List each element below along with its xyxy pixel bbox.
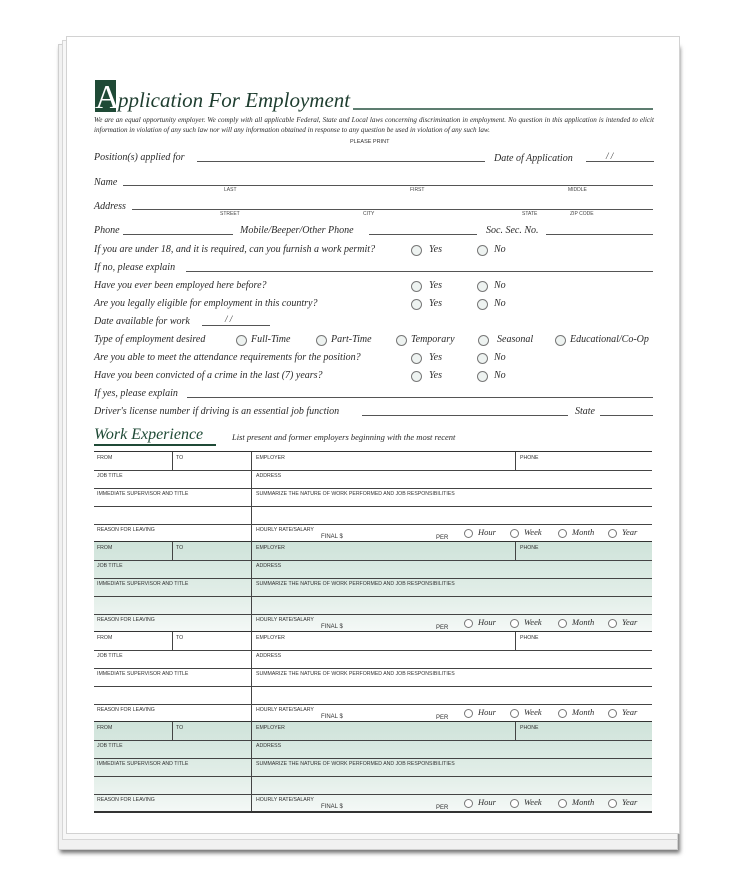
type-educational-label: Educational/Co-Op <box>570 334 649 345</box>
address-field[interactable] <box>132 209 653 210</box>
name-sub-middle: MIDDLE <box>568 187 587 193</box>
row-divider <box>94 614 652 615</box>
employer-block-2 <box>94 541 652 631</box>
employed-before-yes-label: Yes <box>429 280 442 291</box>
reason-for-leaving-field[interactable]: REASON FOR LEAVING <box>97 527 155 533</box>
supervisor-field[interactable]: IMMEDIATE SUPERVISOR AND TITLE <box>97 671 189 677</box>
row-divider <box>94 596 652 597</box>
hourly-rate-field[interactable]: HOURLY RATE/SALARY <box>256 707 314 713</box>
row-divider <box>94 650 652 651</box>
employer-block-4 <box>94 721 652 811</box>
final-salary-label: FINAL $ <box>321 534 343 540</box>
supervisor-field[interactable]: IMMEDIATE SUPERVISOR AND TITLE <box>97 581 189 587</box>
per-label: PER <box>436 625 449 631</box>
hourly-rate-field[interactable]: HOURLY RATE/SALARY <box>256 797 314 803</box>
table-bottom-rule <box>94 811 652 813</box>
to-field[interactable]: TO <box>176 545 184 551</box>
type-full-time-radio[interactable] <box>236 335 247 346</box>
row-divider <box>94 668 652 669</box>
per-hour-radio[interactable] <box>464 529 473 538</box>
if-yes-explain-field[interactable] <box>187 397 653 398</box>
employed-before-question: Have you ever been employed here before? <box>94 280 267 291</box>
per-week-radio[interactable] <box>510 799 519 808</box>
employer-address-field[interactable]: ADDRESS <box>256 743 282 749</box>
reason-for-leaving-field[interactable]: REASON FOR LEAVING <box>97 707 155 713</box>
drivers-license-label: Driver's license number if driving is an essential job function <box>94 406 340 417</box>
column-divider <box>172 722 173 740</box>
eligible-no-label: No <box>494 298 506 309</box>
per-hour-label: Hour <box>478 527 496 537</box>
per-week-radio[interactable] <box>510 529 519 538</box>
date-of-application-slashes: / / <box>606 151 614 161</box>
per-hour-label: Hour <box>478 617 496 627</box>
work-permit-yes-label: Yes <box>429 244 442 255</box>
final-salary-label: FINAL $ <box>321 624 343 630</box>
per-month-radio[interactable] <box>558 529 567 538</box>
position-field[interactable] <box>197 161 485 162</box>
ssn-field[interactable] <box>546 234 653 235</box>
hourly-rate-field[interactable]: HOURLY RATE/SALARY <box>256 527 314 533</box>
work-permit-no-label: No <box>494 244 506 255</box>
employer-field[interactable]: EMPLOYER <box>256 725 285 731</box>
mobile-phone-label: Mobile/Beeper/Other Phone <box>240 225 354 236</box>
from-field[interactable]: FROM <box>97 455 113 461</box>
supervisor-field[interactable]: IMMEDIATE SUPERVISOR AND TITLE <box>97 761 189 767</box>
attendance-yes-radio[interactable] <box>411 353 422 364</box>
to-field[interactable]: TO <box>176 635 184 641</box>
date-of-application-label: Date of Application <box>494 153 573 164</box>
employer-block-1 <box>94 451 652 541</box>
eeo-disclaimer: We are an equal opportunity employer. We comply with all applicable Federal, State and Local laws concerning discrimination in employment. No question in this application is intended to elicit information in violation of any such law nor will any information obtained in response to any question be used in violation of any such law. <box>94 116 654 134</box>
if-yes-explain-label: If yes, please explain <box>94 388 178 399</box>
name-label: Name <box>94 177 118 188</box>
per-month-radio[interactable] <box>558 619 567 628</box>
per-hour-label: Hour <box>478 797 496 807</box>
name-sub-first: FIRST <box>410 187 425 193</box>
work-permit-yes-radio[interactable] <box>411 245 422 256</box>
work-permit-question: If you are under 18, and it is required, can you furnish a work permit? <box>94 244 376 255</box>
supervisor-field[interactable]: IMMEDIATE SUPERVISOR AND TITLE <box>97 491 189 497</box>
per-year-label: Year <box>622 707 638 717</box>
row-divider <box>94 794 652 795</box>
to-field[interactable]: TO <box>176 725 184 731</box>
employer-phone-field[interactable]: PHONE <box>520 725 539 731</box>
job-title-field[interactable]: JOB TITLE <box>97 473 123 479</box>
employer-phone-field[interactable]: PHONE <box>520 635 539 641</box>
per-month-label: Month <box>572 617 595 627</box>
employer-field[interactable]: EMPLOYER <box>256 635 285 641</box>
address-sub-city: CITY <box>363 211 375 217</box>
to-field[interactable]: TO <box>176 455 184 461</box>
per-year-radio[interactable] <box>608 619 617 628</box>
convicted-yes-radio[interactable] <box>411 371 422 382</box>
per-year-radio[interactable] <box>608 709 617 718</box>
from-field[interactable]: FROM <box>97 545 113 551</box>
address-label: Address <box>94 201 126 212</box>
job-summary-field[interactable]: SUMMARIZE THE NATURE OF WORK PERFORMED AND JOB RESPONSIBILITIES <box>256 671 455 677</box>
type-full-time-label: Full-Time <box>251 334 291 345</box>
row-divider <box>94 470 652 471</box>
column-divider <box>172 452 173 470</box>
per-label: PER <box>436 805 449 811</box>
job-summary-field[interactable]: SUMMARIZE THE NATURE OF WORK PERFORMED AND JOB RESPONSIBILITIES <box>256 491 455 497</box>
position-label: Position(s) applied for <box>94 152 185 163</box>
per-year-radio[interactable] <box>608 799 617 808</box>
column-divider <box>251 632 252 722</box>
per-year-radio[interactable] <box>608 529 617 538</box>
name-sub-last: LAST <box>224 187 237 193</box>
work-permit-no-radio[interactable] <box>477 245 488 256</box>
per-week-label: Week <box>524 797 542 807</box>
per-week-label: Week <box>524 707 542 717</box>
date-available-slashes: / / <box>225 314 233 324</box>
reason-for-leaving-field[interactable]: REASON FOR LEAVING <box>97 797 155 803</box>
type-seasonal-radio[interactable] <box>478 335 489 346</box>
employer-phone-field[interactable]: PHONE <box>520 545 539 551</box>
per-hour-label: Hour <box>478 707 496 717</box>
employer-address-field[interactable]: ADDRESS <box>256 473 282 479</box>
per-label: PER <box>436 535 449 541</box>
eligible-question: Are you legally eligible for employment in this country? <box>94 298 318 309</box>
job-summary-field[interactable]: SUMMARIZE THE NATURE OF WORK PERFORMED AND JOB RESPONSIBILITIES <box>256 761 455 767</box>
if-no-explain-field[interactable] <box>186 271 653 272</box>
job-title-field[interactable]: JOB TITLE <box>97 653 123 659</box>
type-temporary-radio[interactable] <box>396 335 407 346</box>
attendance-no-radio[interactable] <box>477 353 488 364</box>
type-educational-radio[interactable] <box>555 335 566 346</box>
employer-address-field[interactable]: ADDRESS <box>256 653 282 659</box>
type-part-time-label: Part-Time <box>331 334 372 345</box>
column-divider <box>251 722 252 812</box>
per-hour-radio[interactable] <box>464 709 473 718</box>
work-experience-heading: Work Experience <box>94 426 204 443</box>
type-part-time-radio[interactable] <box>316 335 327 346</box>
column-divider <box>172 632 173 650</box>
attendance-question: Are you able to meet the attendance requirements for the position? <box>94 352 361 363</box>
column-divider <box>251 452 252 542</box>
row-divider <box>94 704 652 705</box>
address-sub-street: STREET <box>220 211 240 217</box>
row-divider <box>94 758 652 759</box>
phone-field[interactable] <box>123 234 233 235</box>
date-available-label: Date available for work <box>94 316 190 327</box>
row-divider <box>94 488 652 489</box>
phone-label: Phone <box>94 225 120 236</box>
from-field[interactable]: FROM <box>97 725 113 731</box>
per-year-label: Year <box>622 617 638 627</box>
type-seasonal-label: Seasonal <box>497 334 534 345</box>
name-field[interactable] <box>123 185 653 186</box>
attendance-no-label: No <box>494 352 506 363</box>
employer-address-field[interactable]: ADDRESS <box>256 563 282 569</box>
per-month-label: Month <box>572 797 595 807</box>
work-experience-note: List present and former employers beginning with the most recent <box>232 432 456 442</box>
convicted-no-radio[interactable] <box>477 371 488 382</box>
row-divider <box>94 740 652 741</box>
employed-before-no-label: No <box>494 280 506 291</box>
per-month-radio[interactable] <box>558 709 567 718</box>
address-sub-state: STATE <box>522 211 538 217</box>
row-divider <box>94 578 652 579</box>
ssn-label: Soc. Sec. No. <box>486 225 539 236</box>
per-hour-radio[interactable] <box>464 799 473 808</box>
per-label: PER <box>436 715 449 721</box>
attendance-yes-label: Yes <box>429 352 442 363</box>
work-experience-underline <box>94 444 216 446</box>
row-divider <box>94 686 652 687</box>
date-available-field[interactable] <box>202 325 270 326</box>
job-title-field[interactable]: JOB TITLE <box>97 563 123 569</box>
row-divider <box>94 506 652 507</box>
eligible-no-radio[interactable] <box>477 299 488 310</box>
per-hour-radio[interactable] <box>464 619 473 628</box>
per-month-label: Month <box>572 707 595 717</box>
employed-before-no-radio[interactable] <box>477 281 488 292</box>
drivers-license-field[interactable] <box>362 415 568 416</box>
column-divider <box>515 452 516 470</box>
employment-type-label: Type of employment desired <box>94 334 206 345</box>
mobile-phone-field[interactable] <box>369 234 477 235</box>
eligible-yes-label: Yes <box>429 298 442 309</box>
hourly-rate-field[interactable]: HOURLY RATE/SALARY <box>256 617 314 623</box>
per-month-label: Month <box>572 527 595 537</box>
column-divider <box>251 542 252 632</box>
column-divider <box>515 632 516 650</box>
employer-phone-field[interactable]: PHONE <box>520 455 539 461</box>
if-no-explain-label: If no, please explain <box>94 262 176 273</box>
employer-block-3 <box>94 631 652 721</box>
address-sub-zip: ZIP CODE <box>570 211 594 217</box>
per-week-label: Week <box>524 527 542 537</box>
per-week-radio[interactable] <box>510 619 519 628</box>
row-divider <box>94 776 652 777</box>
column-divider <box>515 722 516 740</box>
eligible-yes-radio[interactable] <box>411 299 422 310</box>
convicted-yes-label: Yes <box>429 370 442 381</box>
license-state-field[interactable] <box>600 415 653 416</box>
reason-for-leaving-field[interactable]: REASON FOR LEAVING <box>97 617 155 623</box>
job-title-field[interactable]: JOB TITLE <box>97 743 123 749</box>
from-field[interactable]: FROM <box>97 635 113 641</box>
license-state-label: State <box>575 406 595 417</box>
per-year-label: Year <box>622 527 638 537</box>
row-divider <box>94 524 652 525</box>
employer-field[interactable]: EMPLOYER <box>256 455 285 461</box>
convicted-no-label: No <box>494 370 506 381</box>
title-rule <box>353 108 653 110</box>
employer-field[interactable]: EMPLOYER <box>256 545 285 551</box>
per-week-radio[interactable] <box>510 709 519 718</box>
date-of-application-field[interactable] <box>586 161 654 162</box>
title-initial-letter: A <box>95 79 120 116</box>
please-print-note: PLEASE PRINT <box>350 139 390 145</box>
row-divider <box>94 560 652 561</box>
job-summary-field[interactable]: SUMMARIZE THE NATURE OF WORK PERFORMED AND JOB RESPONSIBILITIES <box>256 581 455 587</box>
per-week-label: Week <box>524 617 542 627</box>
employed-before-yes-radio[interactable] <box>411 281 422 292</box>
column-divider <box>172 542 173 560</box>
type-temporary-label: Temporary <box>411 334 455 345</box>
final-salary-label: FINAL $ <box>321 804 343 810</box>
form-title: pplication For Employment <box>118 88 351 112</box>
final-salary-label: FINAL $ <box>321 714 343 720</box>
convicted-question: Have you been convicted of a crime in the last (7) years? <box>94 370 323 381</box>
per-month-radio[interactable] <box>558 799 567 808</box>
column-divider <box>515 542 516 560</box>
per-year-label: Year <box>622 797 638 807</box>
